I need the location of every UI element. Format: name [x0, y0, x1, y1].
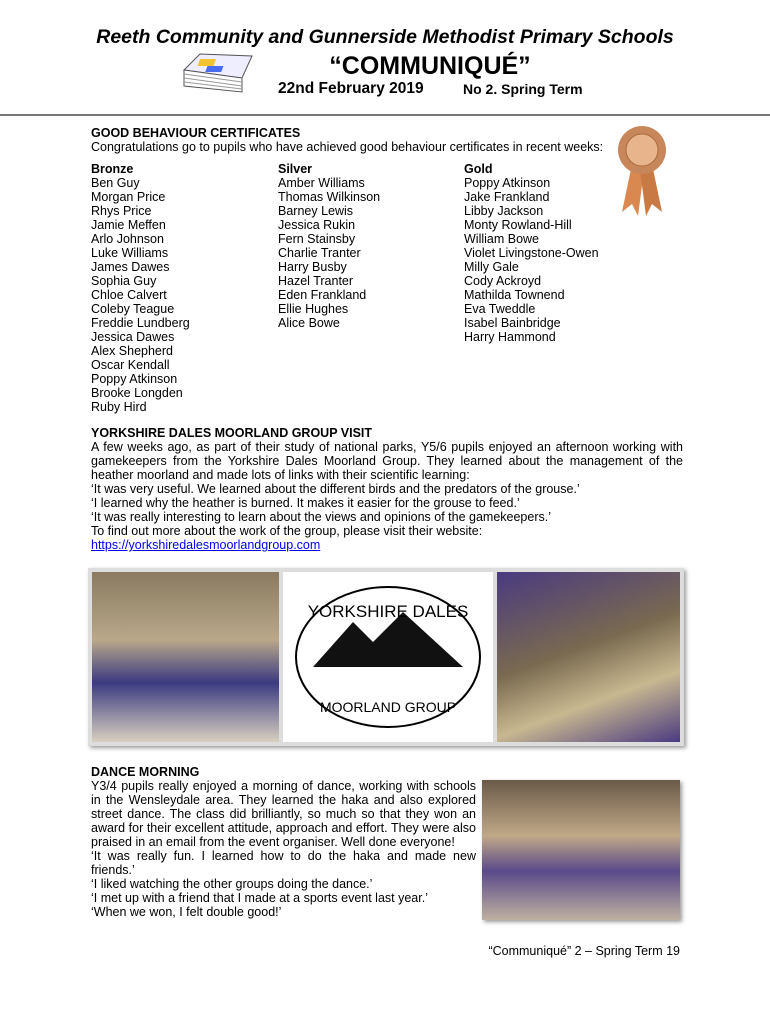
pupil-name: Freddie Lundberg: [91, 316, 190, 330]
pupil-name: Brooke Longden: [91, 386, 183, 400]
rosette-icon: [616, 124, 668, 219]
header-divider: [0, 114, 770, 116]
pupil-name: Arlo Johnson: [91, 232, 164, 246]
pupil-name: Ruby Hird: [91, 400, 147, 414]
pupil-name: Amber Williams: [278, 176, 365, 190]
column-heading: Silver: [278, 162, 313, 176]
pupil-name: Jake Frankland: [464, 190, 550, 204]
pupil-name: James Dawes: [91, 260, 170, 274]
pupil-name: Ellie Hughes: [278, 302, 349, 316]
column-heading: Bronze: [91, 162, 134, 176]
dance-quote: ‘When we won, I felt double good!’: [91, 905, 282, 919]
pupil-name: Poppy Atkinson: [91, 372, 178, 386]
pupil-name: Charlie Tranter: [278, 246, 361, 260]
pupil-name: Thomas Wilkinson: [278, 190, 381, 204]
pupil-name: Fern Stainsby: [278, 232, 356, 246]
moorland-heading: YORKSHIRE DALES MOORLAND GROUP VISIT: [91, 426, 373, 440]
pupil-name: Mathilda Townend: [464, 288, 565, 302]
column-heading: Gold: [464, 162, 493, 176]
dance-quote: ‘I met up with a friend that I made at a sports event last year.’: [91, 891, 428, 905]
moorland-photo-strip: [88, 568, 684, 746]
certificates-intro: Congratulations go to pupils who have achieved good behaviour certificates in recent weeks:: [91, 140, 604, 154]
pupil-name: Jamie Meffen: [91, 218, 166, 232]
pupil-name: Rhys Price: [91, 204, 152, 218]
dance-paragraph: Y3/4 pupils really enjoyed a morning of dance, working with schools in the Wensleydale area. They learned the haka and also explored street dance. The class did brilliantly, so much so that they won an award for their excellent attitude, approach and effort. They were also praised in an email from the event organiser. Well done everyone!: [91, 779, 476, 849]
moorland-section: [91, 426, 683, 552]
moorland-group-logo: [283, 572, 493, 742]
pupil-name: Alice Bowe: [278, 316, 340, 330]
pupil-name: Poppy Atkinson: [464, 176, 551, 190]
pupil-name: Jessica Dawes: [91, 330, 175, 344]
dance-photo: [482, 780, 680, 920]
pupil-name: Hazel Tranter: [278, 274, 354, 288]
pupil-name: Luke Williams: [91, 246, 169, 260]
pupil-name: Ben Guy: [91, 176, 140, 190]
moorland-quote: ‘It was very useful. We learned about the different birds and the predators of the grouse.’: [91, 482, 580, 496]
pupil-name: Cody Ackroyd: [464, 274, 542, 288]
pupil-name: Harry Busby: [278, 260, 347, 274]
svg-text:MOORLAND GROUP: MOORLAND GROUP: [319, 699, 457, 715]
dance-quote: ‘I liked watching the other groups doing the dance.’: [91, 877, 373, 891]
pupil-name: Barney Lewis: [278, 204, 354, 218]
pupil-name: William Bowe: [464, 232, 540, 246]
moorland-website-intro: To find out more about the work of the group, please visit their website:: [91, 524, 483, 538]
pupil-name: Harry Hammond: [464, 330, 556, 344]
classroom-photo: [92, 572, 279, 742]
svg-text:YORKSHIRE DALES: YORKSHIRE DALES: [307, 602, 469, 621]
pupils-taxidermy-photo: [497, 572, 680, 742]
dance-heading: DANCE MORNING: [91, 765, 200, 779]
moorland-paragraph: A few weeks ago, as part of their study of national parks, Y5/6 pupils enjoyed an afternoon working with gamekeepers from the Yorkshire Dales Moorland Group. They learned about the management of the heather moorland and made lots of links with their scientific learning:: [91, 440, 683, 482]
issue-number: No 2. Spring Term: [463, 81, 583, 97]
pupil-name: Eden Frankland: [278, 288, 367, 302]
newsletter-title: “COMMUNIQUÉ”: [329, 52, 531, 80]
pupil-name: Eva Tweddle: [464, 302, 536, 316]
moorland-quote: ‘It was really interesting to learn about the views and opinions of the gamekeepers.’: [91, 510, 551, 524]
pupil-name: Morgan Price: [91, 190, 166, 204]
pupil-name: Coleby Teague: [91, 302, 175, 316]
dance-section: [91, 765, 476, 919]
moorland-quote: ‘I learned why the heather is burned. It makes it easier for the grouse to feed.’: [91, 496, 520, 510]
pupil-name: Oscar Kendall: [91, 358, 170, 372]
moorland-website-link[interactable]: https://yorkshiredalesmoorlandgroup.com: [91, 538, 321, 552]
pupil-name: Jessica Rukin: [278, 218, 356, 232]
dance-quote: ‘It was really fun. I learned how to do the haka and made new friends.’: [91, 849, 476, 877]
pupil-name: Chloe Calvert: [91, 288, 167, 302]
issue-date: 22nd February 2019: [278, 80, 424, 97]
pupil-name: Monty Rowland-Hill: [464, 218, 572, 232]
certificates-heading: GOOD BEHAVIOUR CERTIFICATES: [91, 126, 301, 140]
pupil-name: Isabel Bainbridge: [464, 316, 561, 330]
gold-column: [464, 162, 599, 344]
silver-column: [278, 162, 380, 330]
bronze-column: [91, 162, 190, 414]
pupil-name: Sophia Guy: [91, 274, 157, 288]
pupil-name: Milly Gale: [464, 260, 519, 274]
pupil-name: Libby Jackson: [464, 204, 544, 218]
school-name: Reeth Community and Gunnerside Methodist Primary Schools: [96, 26, 674, 48]
pupil-name: Violet Livingstone-Owen: [464, 246, 599, 260]
pupil-name: Alex Shepherd: [91, 344, 174, 358]
page-footer: “Communiqué” 2 – Spring Term 19: [488, 944, 680, 958]
